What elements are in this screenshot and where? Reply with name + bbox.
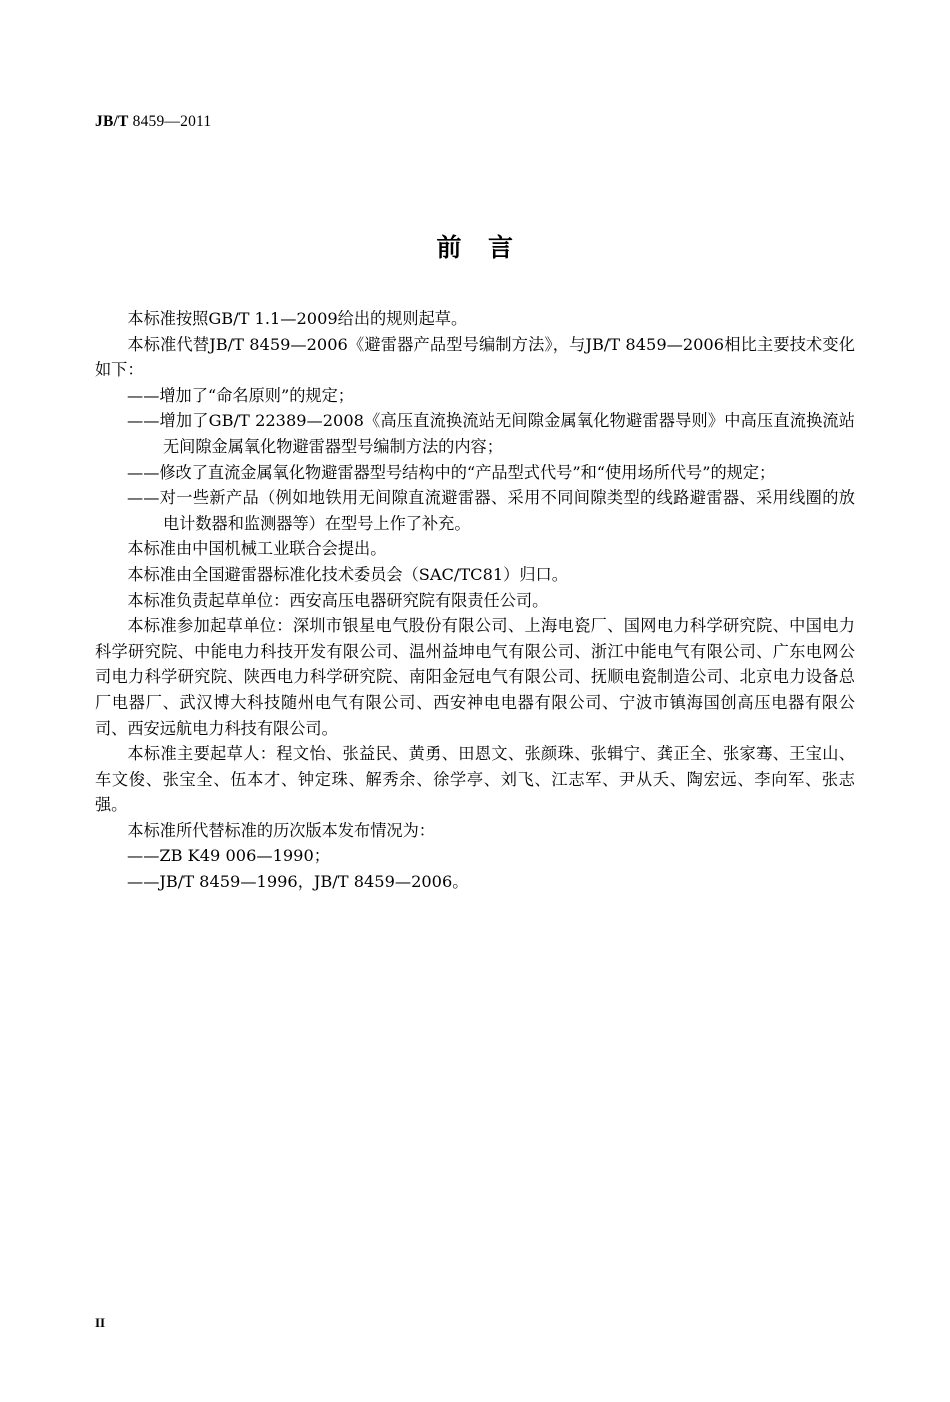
page-title-char-1: 前 xyxy=(436,233,462,262)
foreword-body xyxy=(95,306,855,895)
running-header xyxy=(95,113,211,131)
paragraph-administered-by: 本标准由全国避雷器标准化技术委员会（SAC/TC81）归口。 xyxy=(127,564,568,584)
paragraph-responsible-drafting-org: 本标准负责起草单位：西安高压电器研究院有限责任公司。 xyxy=(127,590,549,610)
paragraph-replaces-standard: 本标准代替JB/T 8459—2006《避雷器产品型号编制方法》，与JB/T 8459—2006相比主要技术变化如下： xyxy=(95,334,855,380)
paragraph-scope-rules: 本标准按照GB/T 1.1—2009给出的规则起草。 xyxy=(127,309,468,328)
running-header-standard-prefix: JB/T xyxy=(95,113,129,130)
previous-edition-1: ——ZB K49 006—1990； xyxy=(127,846,330,866)
page-number: II xyxy=(95,1315,106,1330)
change-item-2: ——增加了GB/T 22389—2008《高压直流换流站无间隙金属氧化物避雷器导则》中高压直流换流站无间隙金属氧化物避雷器型号编制方法的内容； xyxy=(127,411,855,456)
change-item-1: ——增加了“命名原则”的规定； xyxy=(127,385,354,405)
paragraph-main-drafters: 本标准主要起草人：程文怡、张益民、黄勇、田恩文、张颜珠、张辑宁、龚正全、张家骞、王宝山、车文俊、张宝全、伍本才、钟定珠、解秀余、徐学亭、刘飞、江志军、尹从夭、陶宏远、李向军、张志强。 xyxy=(95,744,855,815)
running-header-standard-number: 8459—2011 xyxy=(128,113,212,130)
change-item-4: ——对一些新产品（例如地铁用无间隙直流避雷器、采用不同间隙类型的线路避雷器、采用线圈的放电计数器和监测器等）在型号上作了补充。 xyxy=(127,488,855,533)
change-item-3: ——修改了直流金属氧化物避雷器型号结构中的“产品型式代号”和“使用场所代号”的规定； xyxy=(127,462,776,482)
paragraph-proposed-by: 本标准由中国机械工业联合会提出。 xyxy=(127,539,387,559)
previous-edition-2: ——JB/T 8459—1996，JB/T 8459—2006。 xyxy=(127,872,469,892)
page-title-char-2: 言 xyxy=(488,233,514,262)
paragraph-participating-drafting-orgs: 本标准参加起草单位：深圳市银星电气股份有限公司、上海电瓷厂、国网电力科学研究院、中国电力科学研究院、中能电力科技开发有限公司、温州益坤电气有限公司、浙江中能电气有限公司、广东电网公司电力科学研究院、陕西电力科学研究院、南阳金冠电气有限公司、抚顺电瓷制造公司、北京电力设备总厂电器厂、武汉博大科技随州电气有限公司、西安神电电器有限公司、宁波市镇海国创高压电器有限公司、西安远航电力科技有限公司。 xyxy=(95,616,855,738)
page-title xyxy=(0,228,950,264)
paragraph-previous-editions-intro: 本标准所代替标准的历次版本发布情况为： xyxy=(127,820,435,840)
